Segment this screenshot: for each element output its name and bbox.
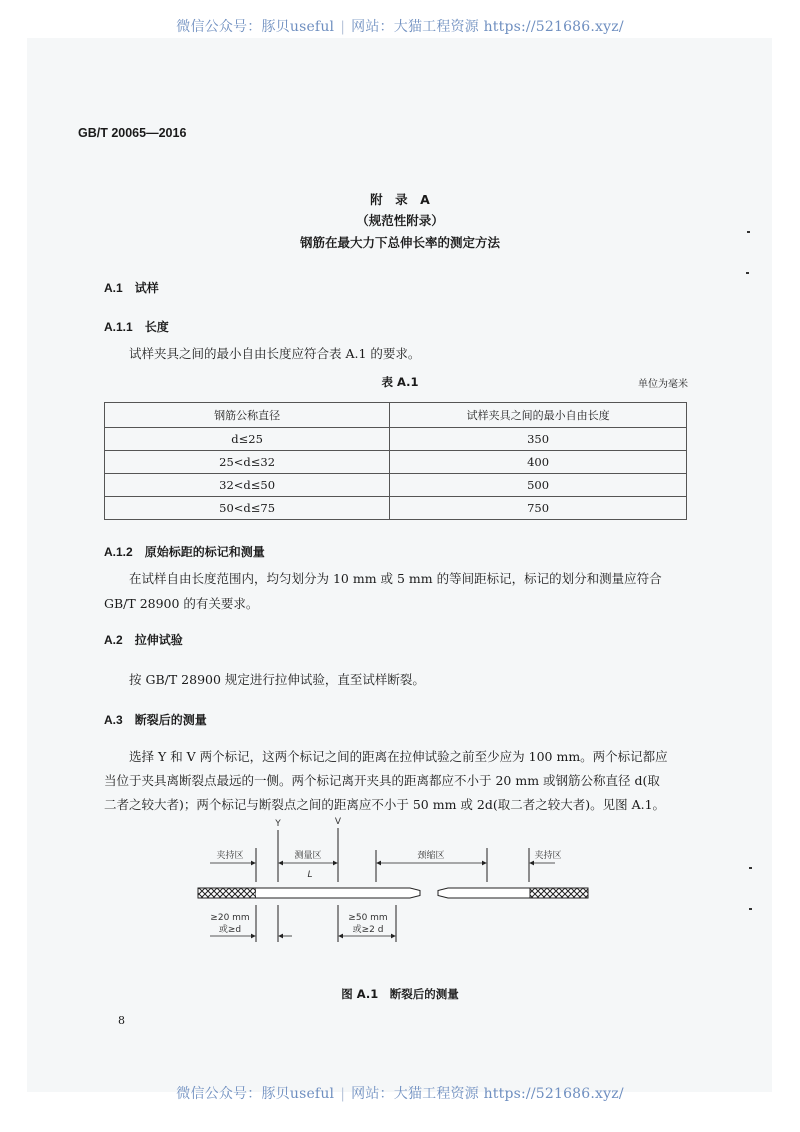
section-a2-heading xyxy=(104,631,183,648)
right-distance-label-2: 或≥2 d xyxy=(352,925,384,935)
table-header: 试样夹具之间的最小自由长度 xyxy=(390,403,687,428)
paragraph: 按 GB/T 28900 规定进行拉伸试验，直至试样断裂。 xyxy=(129,672,425,687)
paragraph-line: GB/T 28900 的有关要求。 xyxy=(104,596,259,611)
section-number: A.1.2 xyxy=(104,545,133,559)
watermark-website: 网站：大猫工程资源 https://521686.xyz/ xyxy=(351,1086,624,1102)
table-a1 xyxy=(104,402,687,520)
table-row xyxy=(105,451,687,474)
watermark-wechat: 微信公众号：豚贝useful xyxy=(176,19,335,35)
left-distance-label-1: ≥20 mm xyxy=(210,913,250,923)
right-distance-label-1: ≥50 mm xyxy=(348,913,388,923)
table-header: 钢筋公称直径 xyxy=(105,403,390,428)
margin-mark xyxy=(747,231,750,233)
table-cell: 400 xyxy=(390,451,687,474)
table-cell: 50<d≤75 xyxy=(105,497,390,520)
paragraph-line: 选择 Y 和 V 两个标记，这两个标记之间的距离在拉伸试验之前至少应为 100 mm。两个标记都应 xyxy=(129,749,668,764)
section-title: 原始标距的标记和测量 xyxy=(144,545,265,559)
section-a3-heading xyxy=(104,711,207,728)
section-a12-text xyxy=(104,566,688,616)
figure-caption: 图 A.1 断裂后的测量 xyxy=(341,987,459,1001)
watermark-wechat: 微信公众号：豚贝useful xyxy=(176,1086,335,1102)
paragraph-line: 二者之较大者)；两个标记与断裂点之间的距离应不小于 50 mm 或 2d(取二者之较大者)。见图 A.1。 xyxy=(104,797,666,812)
section-a11-text xyxy=(104,341,688,366)
watermark-bottom xyxy=(0,1083,800,1103)
appendix-label: 附 录 A xyxy=(370,192,430,207)
table-caption: 表 A.1 xyxy=(381,375,419,389)
paragraph: 试样夹具之间的最小自由长度应符合表 A.1 的要求。 xyxy=(129,346,421,361)
table-cell: 32<d≤50 xyxy=(105,474,390,497)
length-l-label: L xyxy=(307,870,313,880)
mark-v-label: V xyxy=(334,817,342,827)
table-cell: 750 xyxy=(390,497,687,520)
section-number: A.3 xyxy=(104,713,123,727)
page-number: 8 xyxy=(118,1014,125,1027)
watermark-top xyxy=(0,16,800,36)
margin-mark xyxy=(749,867,752,869)
paragraph-line: 当位于夹具离断裂点最远的一侧。两个标记离开夹具的距离都应不小于 20 mm 或钢筋公称直径 d(取 xyxy=(104,773,660,788)
left-distance-label-2: 或≥d xyxy=(218,925,242,935)
appendix-title: 钢筋在最大力下总伸长率的测定方法 xyxy=(299,235,500,250)
grip-hatch-right xyxy=(530,888,588,898)
table-header-row xyxy=(105,403,687,428)
appendix-type: （规范性附录） xyxy=(356,213,444,228)
table-cell: d≤25 xyxy=(105,428,390,451)
mark-y-label: Y xyxy=(275,819,281,829)
section-a3-text xyxy=(104,745,688,817)
section-title: 长度 xyxy=(144,320,169,334)
measure-zone-label: 测量区 xyxy=(294,851,322,861)
table-row xyxy=(105,497,687,520)
watermark-separator: | xyxy=(340,19,346,35)
neck-zone-label: 颈缩区 xyxy=(417,851,445,861)
grip-hatch-left xyxy=(198,888,256,898)
table-cell: 25<d≤32 xyxy=(105,451,390,474)
table-row xyxy=(105,428,687,451)
table-row xyxy=(105,474,687,497)
table-cell: 500 xyxy=(390,474,687,497)
table-cell: 350 xyxy=(390,428,687,451)
watermark-website: 网站：大猫工程资源 https://521686.xyz/ xyxy=(351,19,624,35)
table-unit: 单位为毫米 xyxy=(638,379,688,390)
section-a11-heading xyxy=(104,318,169,335)
section-title: 试样 xyxy=(134,281,159,295)
grip-zone-right-label: 夹持区 xyxy=(534,851,562,861)
section-number: A.1.1 xyxy=(104,320,133,334)
section-title: 断裂后的测量 xyxy=(134,713,207,727)
figure-a1-diagram xyxy=(190,810,610,950)
section-title: 拉伸试验 xyxy=(134,633,183,647)
paragraph-line: 在试样自由长度范围内，均匀划分为 10 mm 或 5 mm 的等间距标记，标记的划分和测量应符合 xyxy=(129,571,662,586)
section-a2-text xyxy=(104,667,688,692)
section-a1-heading xyxy=(104,279,159,296)
margin-mark xyxy=(749,908,752,910)
section-number: A.1 xyxy=(104,281,123,295)
watermark-separator: | xyxy=(340,1086,346,1102)
section-number: A.2 xyxy=(104,633,123,647)
specimen-right-piece xyxy=(438,888,530,898)
grip-zone-left-label: 夹持区 xyxy=(216,851,244,861)
specimen-left-piece xyxy=(256,888,420,898)
standard-number: GB/T 20065—2016 xyxy=(78,126,187,140)
margin-mark xyxy=(746,272,749,274)
section-a12-heading xyxy=(104,543,265,560)
